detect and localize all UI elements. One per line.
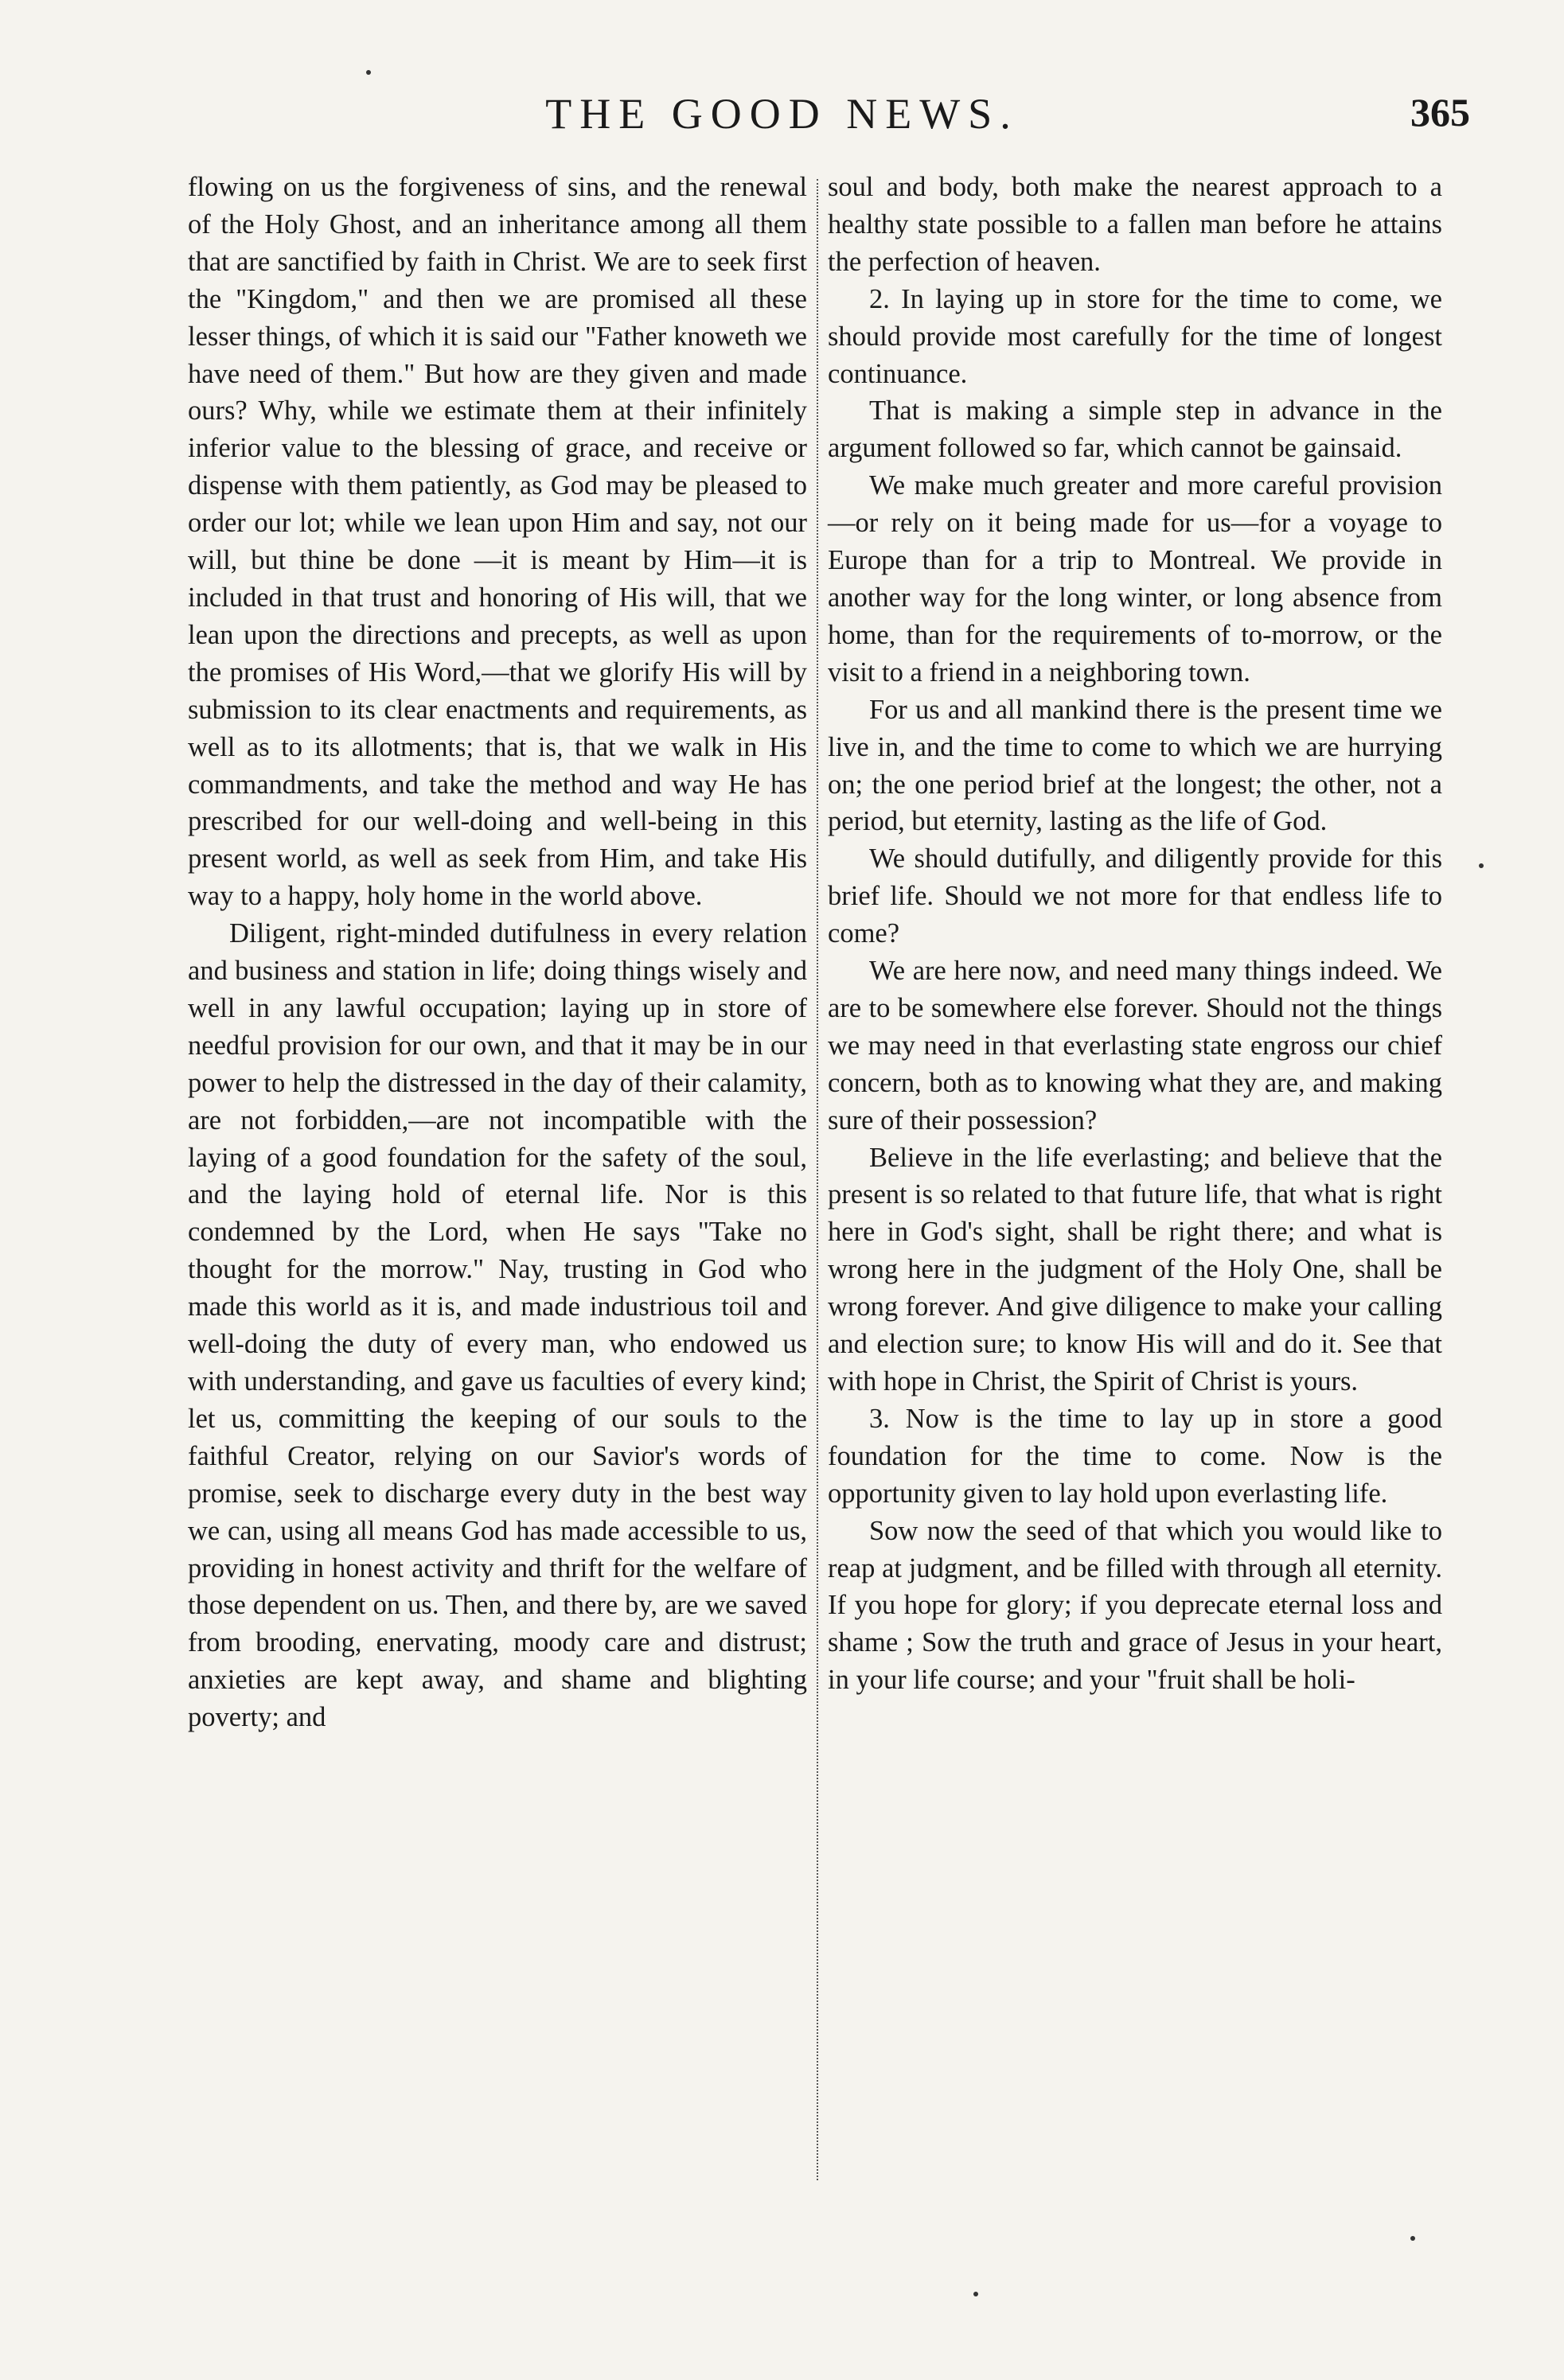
paragraph: 2. In laying up in store for the time to come, we should provide most carefully for the time of longest continuance. [828, 283, 1442, 389]
page-number: 365 [1410, 90, 1470, 134]
right-column [828, 169, 1442, 1699]
paragraph: 3. Now is the time to lay up in store a good foundation for the time to come. Now is the opportunity given to lay hold upon everlasting life. [828, 1403, 1442, 1509]
print-speck [973, 2292, 978, 2296]
paragraph: We make much greater and more careful provision—or rely on it being made for us—for a voyage to Europe than for a trip to Montreal. We provide in another way for the long winter, or long absence from home, than for the requirements of to-morrow, or the visit to a friend in a neighboring town. [828, 470, 1442, 688]
paragraph: soul and body, both make the nearest approach to a healthy state possible to a fallen man before he attains the perfection of heaven. [828, 172, 1442, 277]
print-speck [1479, 863, 1484, 868]
paragraph: That is making a simple step in advance in the argument followed so far, which cannot be gainsaid. [828, 395, 1442, 464]
left-column [188, 169, 807, 1736]
paragraph: Diligent, right-minded dutifulness in every relation and business and station in life; doing things wisely and well in any lawful occupation; laying up in store of needful provision for our own, and that it may be in our power to help the distressed in the day of their calamity, are not forbidden,—are not incompatible with the laying of a good foundation for the safety of the soul, and the laying hold of eternal life. Nor is this condemned by the Lord, when He says "Take no thought for the morrow." Nay, trusting in God who made this world as it is, and made industrious toil and well-doing the duty of every man, who endowed us with understanding, and gave us faculties of every kind; let us, committing the keeping of our souls to the faithful Creator, relying on our Savior's words of promise, seek to discharge every duty in the best way we can, using all means God has made accessible to us, providing in honest activity and thrift for the welfare of those dependent on us. Then, and there by, are we saved from brooding, enervating, moody care and distrust; anxieties are kept away, and shame and blighting poverty; and [188, 918, 807, 1733]
paragraph: For us and all mankind there is the present time we live in, and the time to come to which we are hurrying on; the one period brief at the longest; the other, not a period, but eternity, lasting as the life of God. [828, 694, 1442, 837]
paragraph: Believe in the life everlasting; and believe that the present is so related to that future life, that what is right here in God's sight, shall be right there; and what is wrong here in the judgment of the Holy One, shall be wrong forever. And give diligence to make your calling and election sure; to know His will and do it. See that with hope in Christ, the Spirit of Christ is yours. [828, 1142, 1442, 1396]
paragraph: We should dutifully, and diligently provide for this brief life. Should we not more for that endless life to come? [828, 843, 1442, 949]
paragraph: We are here now, and need many things indeed. We are to be somewhere else forever. Should not the things we may need in that everlasting state engross our chief concern, both as to knowing what they are, and making sure of their possession? [828, 956, 1442, 1135]
paragraph: flowing on us the forgiveness of sins, and the renewal of the Holy Ghost, and an inheritance among all them that are sanctified by faith in Christ. We are to seek first the "Kingdom," and then we are promised all these lesser things, of which it is said our "Father knoweth we have need of them." But how are they given and made ours? Why, while we estimate them at their infinitely inferior value to the blessing of grace, and receive or dispense with them patiently, as God may be pleased to order our lot; while we lean upon Him and say, not our will, but thine be done —it is meant by Him—it is included in that trust and honoring of His will, that we lean upon the directions and precepts, as well as upon the promises of His Word,—that we glorify His will by submission to its clear enactments and requirements, as well as to its allotments; that is, that we walk in His commandments, and take the method and way He has prescribed for our well-doing and well-being in this present world, as well as seek from Him, and take His way to a happy, holy home in the world above. [188, 172, 807, 912]
page-title: THE GOOD NEWS. [545, 90, 1019, 138]
paragraph: Sow now the seed of that which you would like to reap at judgment, and be filled with through all eternity. If you hope for glory; if you deprecate eternal loss and shame ; Sow the truth and grace of Jesus in your heart, in your life course; and your "fruit shall be holi- [828, 1515, 1442, 1696]
print-speck [366, 70, 371, 75]
column-divider [817, 179, 818, 2180]
print-speck [1410, 2236, 1415, 2241]
